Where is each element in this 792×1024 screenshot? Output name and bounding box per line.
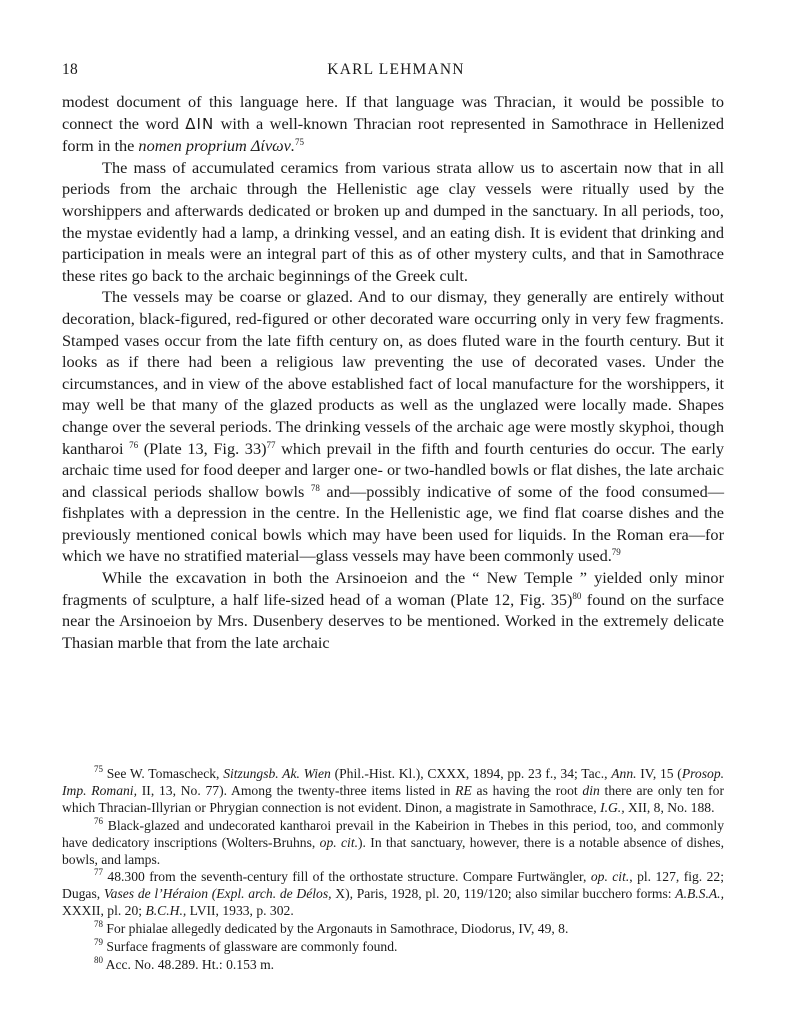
footnote-76 [62,815,724,869]
citation-title: Prosop. Imp. Romani, [62,766,725,798]
footnote-77 [62,869,724,920]
footnote-number: 80 [94,954,103,965]
text-run: modest document of this language here. If that language was Thracian, it would be possible to connect the word [62,92,724,133]
text-run: II, 13, No. 77). Among the twenty-three items listed in [137,782,456,798]
citation-title: op. cit. [590,869,630,885]
running-title: KARL LEHMANN [327,61,465,78]
page-header [62,61,730,81]
citation-title: Sitzungsb. Ak. Wien [223,766,331,781]
text-run: Acc. No. 48.289. Ht.: 0.153 m. [103,956,275,972]
footnote-75 [62,766,724,817]
text-run: 48.300 from the seventh-century fill of the orthostate structure. Compare Furtwängler, [103,869,591,885]
inscription-word: ΔΙΝ [185,114,215,133]
citation-title: B.C.H., [145,903,187,919]
text-run: The vessels may be coarse or glazed. And to our dismay, they generally are entirely without decoration, black-figured, red-figured or other decorated ware occurring only in very few fragments. Stamped vases occur from the late fifth century on, as does fluted ware in the fourth century. But it looks as if there had been a religious law preventing the use of decorated vases. Under the circumstances, and in view of the above established fact of local manufacture for the worshippers, it may well be that many of the glazed products as well as the unglazed were locally made. Shapes change over the several periods. The drinking vessels of the archaic age were mostly skyphoi, though kantharoi [62,287,724,458]
citation-title: Ann. [611,766,637,781]
text-run: (Plate 13, Fig. 33) [138,438,267,458]
footnote-ref-78[interactable]: 78 [310,482,320,493]
text-run: See W. Tomascheck, [103,766,224,781]
text-run: ). In that sanctuary, however, there is a notable absence of dishes, bowls, and lamps. [62,834,724,867]
nomen-proprium: nomen proprium Δίνων. [138,136,295,156]
paragraph-1 [62,91,724,157]
text-run: Surface fragments of glassware are commonly found. [103,939,398,955]
footnote-number: 79 [94,937,103,948]
citation-title: RE [455,782,472,798]
text-run: (Phil.-Hist. Kl.), CXXX, 1894, pp. 23 f., 34; Tac., [330,766,612,781]
text-run: While the excavation in both the Arsinoeion and the “ New Temple ” yielded only minor fragments of sculpture, a half life-sized head of a woman (Plate 12, Fig. 35) [62,568,724,609]
text-run: there are only ten for which Thracian-Illyrian or Phrygian connection is not evident. Dinon, a magistrate in Samothrace, [62,782,724,815]
footnote-ref-75[interactable]: 75 [294,137,304,148]
text-run: found on the surface near the Arsinoeion by Mrs. Dusenbery deserves to be mentioned. Worked in the extremely delicate Thasian marble that from the late archaic [62,589,724,652]
text-run: For phialae allegedly dedicated by the Argonauts in Samothrace, Diodorus, IV, 49, 8. [103,921,569,937]
footnote-number: 78 [94,919,103,930]
citation-title: A.B.S.A., [675,886,724,902]
citation-title: I.G., [600,799,625,815]
citation-title: op. cit. [319,834,358,850]
text-run: IV, 15 ( [636,766,682,781]
text-run: , pl. 127, fig. 22; Dugas, [62,869,724,902]
footnote-number: 76 [94,815,103,826]
footnote-ref-76[interactable]: 76 [129,439,139,450]
footnote-80 [62,954,724,974]
footnote-ref-79[interactable]: 79 [611,547,621,558]
footnotes [62,766,724,975]
paragraph-2: The mass of accumulated ceramics from various strata allow us to ascertain now that in all periods from the archaic through the Hellenistic age clay vessels were ritually used by the worshippers and afterwards dedicated or broken up and dumped in the sanctuary. In all periods, too, the mystae evidently had a lamp, a drinking vessel, and an eating dish. It is evident that drinking and participation in meals were an integral part of this as of other mystery cults, and that in Samothrace these rites go back to the archaic beginnings of the Greek cult. [62,157,724,285]
root-word: din [582,782,600,798]
text-run: with a well-known Thracian root represented in Samothrace in Hellenized form in the [62,113,725,156]
paragraph-4 [62,567,724,653]
footnote-79 [62,939,724,956]
main-text [62,91,724,653]
text-run: and—possibly indicative of some of the food consumed—fishplates with a depression in the centre. In the Hellenistic age, we find flat coarse dishes and the previously mentioned conical bowls which may have been used for liquids. In the Roman era—for which we have no stratified material—glass vessels may have been commonly used. [62,481,724,566]
footnote-number: 77 [94,867,103,878]
text-run: XII, 8, No. 188. [624,799,715,815]
page-number: 18 [62,61,79,78]
citation-title: Vases de l’Héraion (Expl. arch. de Délos, [103,886,332,902]
footnote-ref-77[interactable]: 77 [266,439,276,450]
text-run: LVII, 1933, p. 302. [186,903,294,919]
text-run: as having the root [471,782,583,798]
text-run: X), Paris, 1928, pl. 20, 119/120; also similar bucchero forms: [331,886,676,902]
paragraph-3 [62,286,724,567]
footnote-ref-80[interactable]: 80 [572,590,582,601]
footnote-78 [62,921,724,938]
text-run: Black-glazed and undecorated kantharoi prevail in the Kabeirion in Thebes in this period, too, and commonly have dedicatory inscriptions (Wolters-Bruhns, [62,817,724,850]
text-run: XXXII, pl. 20; [62,903,146,919]
text-run: which prevail in the fifth and fourth centuries do occur. The early archaic time used for food deeper and larger one- or two-handled bowls or flat dishes, the late archaic and classical periods shallow bowls [62,438,724,501]
footnote-number: 75 [94,764,103,774]
